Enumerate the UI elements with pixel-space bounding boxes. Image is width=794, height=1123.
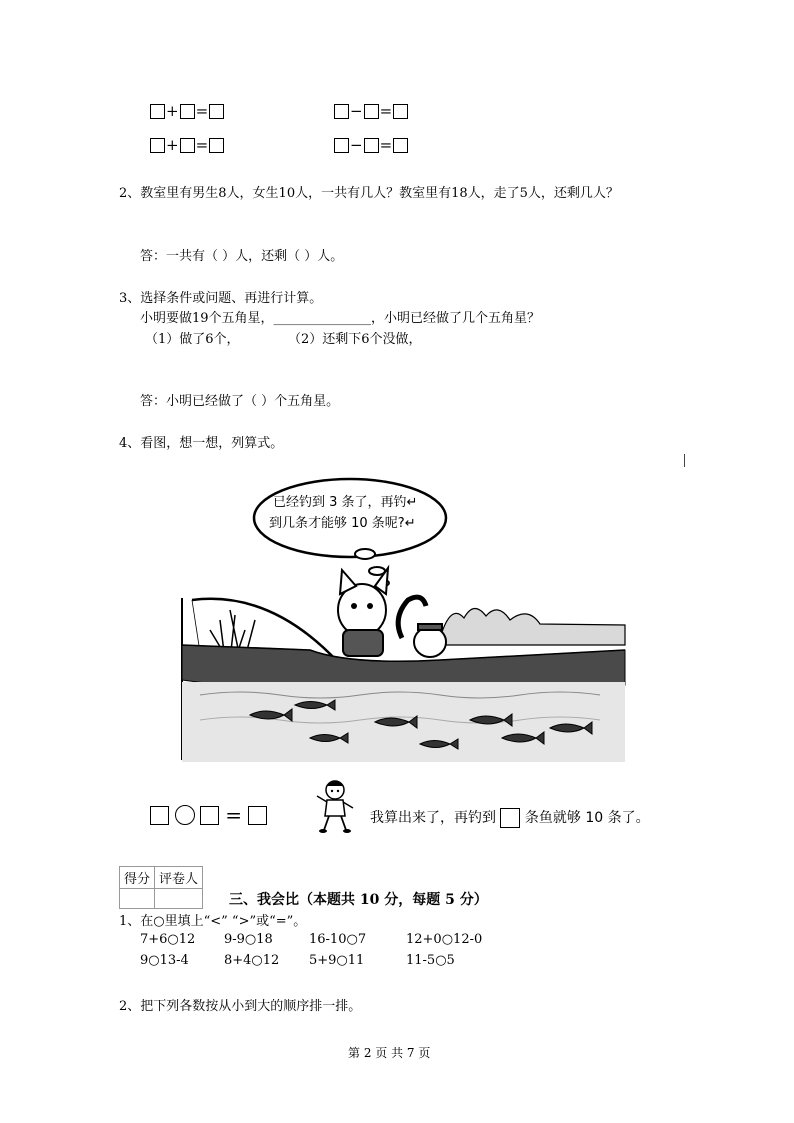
blank-box[interactable]	[150, 806, 169, 825]
section-3-heading: 三、我会比（本题共 10 分，每题 5 分）	[229, 892, 488, 908]
section-3-q1-title: 1、在○里填上“<” “>”或“=”。	[119, 914, 307, 929]
score-cell[interactable]	[120, 889, 155, 909]
score-header: 得分	[120, 867, 155, 889]
blank-box[interactable]	[150, 104, 165, 119]
equals-sign: =	[379, 136, 393, 154]
question-3-answer: 答：小明已经做了（ ）个五角星。	[140, 394, 340, 409]
compare-8: 11-5○5	[406, 953, 455, 968]
bubble-text-line-2: 到几条才能够 10 条呢?↵	[269, 516, 416, 531]
equation-row-1-left	[150, 101, 224, 120]
compare-4: 12+0○12-0	[406, 932, 483, 947]
minus-sign: −	[350, 136, 363, 154]
equals-sign: =	[225, 803, 242, 827]
compare-6: 8+4○12	[224, 953, 280, 968]
bubble-text-line-1: 已经钓到 3 条了，再钓↵	[273, 495, 418, 510]
picture-equation	[150, 803, 267, 827]
blank-box[interactable]	[209, 138, 224, 153]
compare-2: 9-9○18	[224, 932, 273, 947]
compare-1: 7+6○12	[140, 932, 196, 947]
grader-header: 评卷人	[155, 867, 203, 889]
kid-text-before: 我算出来了，再钓到	[370, 810, 496, 826]
blank-box[interactable]	[200, 806, 219, 825]
equals-sign: =	[195, 136, 209, 154]
page-number: 第 2 页 共 7 页	[348, 1046, 431, 1060]
blank-box[interactable]	[364, 138, 379, 153]
grader-cell[interactable]	[155, 889, 203, 909]
blank-box[interactable]	[180, 104, 195, 119]
blank-box[interactable]	[364, 104, 379, 119]
question-2-text: 2、教室里有男生8人，女生10人，一共有几人？教室里有18人，走了5人，还剩几人？	[119, 186, 619, 201]
equation-row-1-right	[334, 101, 408, 120]
section-3-q2-title: 2、把下列各数按从小到大的顺序排一排。	[119, 999, 362, 1014]
boy-icon	[314, 778, 356, 836]
blank-box[interactable]	[180, 138, 195, 153]
minus-sign: −	[350, 102, 363, 120]
edge-mark	[684, 454, 685, 467]
equals-sign: =	[195, 102, 209, 120]
question-3-title: 3、选择条件或问题、再进行计算。	[119, 291, 323, 306]
kid-text-after: 条鱼就够 10 条了。	[524, 810, 650, 826]
equals-sign: =	[379, 102, 393, 120]
question-3-line: 小明要做19个五角星，_______________，小明已经做了几个五角星？	[140, 311, 541, 326]
blank-box[interactable]	[209, 104, 224, 119]
equation-row-2-left	[150, 135, 224, 154]
blank-box[interactable]	[334, 104, 349, 119]
compare-7: 5+9○11	[309, 953, 365, 968]
blank-box[interactable]	[393, 138, 408, 153]
equation-row-2-right	[334, 135, 408, 154]
blank-box[interactable]	[393, 104, 408, 119]
question-3-option-2: （2）还剩下6个没做，	[288, 332, 422, 347]
blank-circle[interactable]	[175, 805, 195, 825]
question-2-answer: 答：一共有（ ）人，还剩（ ）人。	[140, 249, 344, 264]
plus-sign: +	[166, 102, 179, 120]
kid-answer-sentence	[370, 807, 650, 828]
score-table	[119, 866, 203, 909]
blank-box[interactable]	[500, 808, 520, 828]
blank-box[interactable]	[248, 806, 267, 825]
compare-3: 16-10○7	[309, 932, 367, 947]
question-4-title: 4、看图，想一想，列算式。	[119, 436, 284, 451]
blank-box[interactable]	[150, 138, 165, 153]
question-3-option-1: （1）做了6个，	[145, 332, 240, 347]
blank-box[interactable]	[334, 138, 349, 153]
compare-5: 9○13-4	[140, 953, 189, 968]
plus-sign: +	[166, 136, 179, 154]
